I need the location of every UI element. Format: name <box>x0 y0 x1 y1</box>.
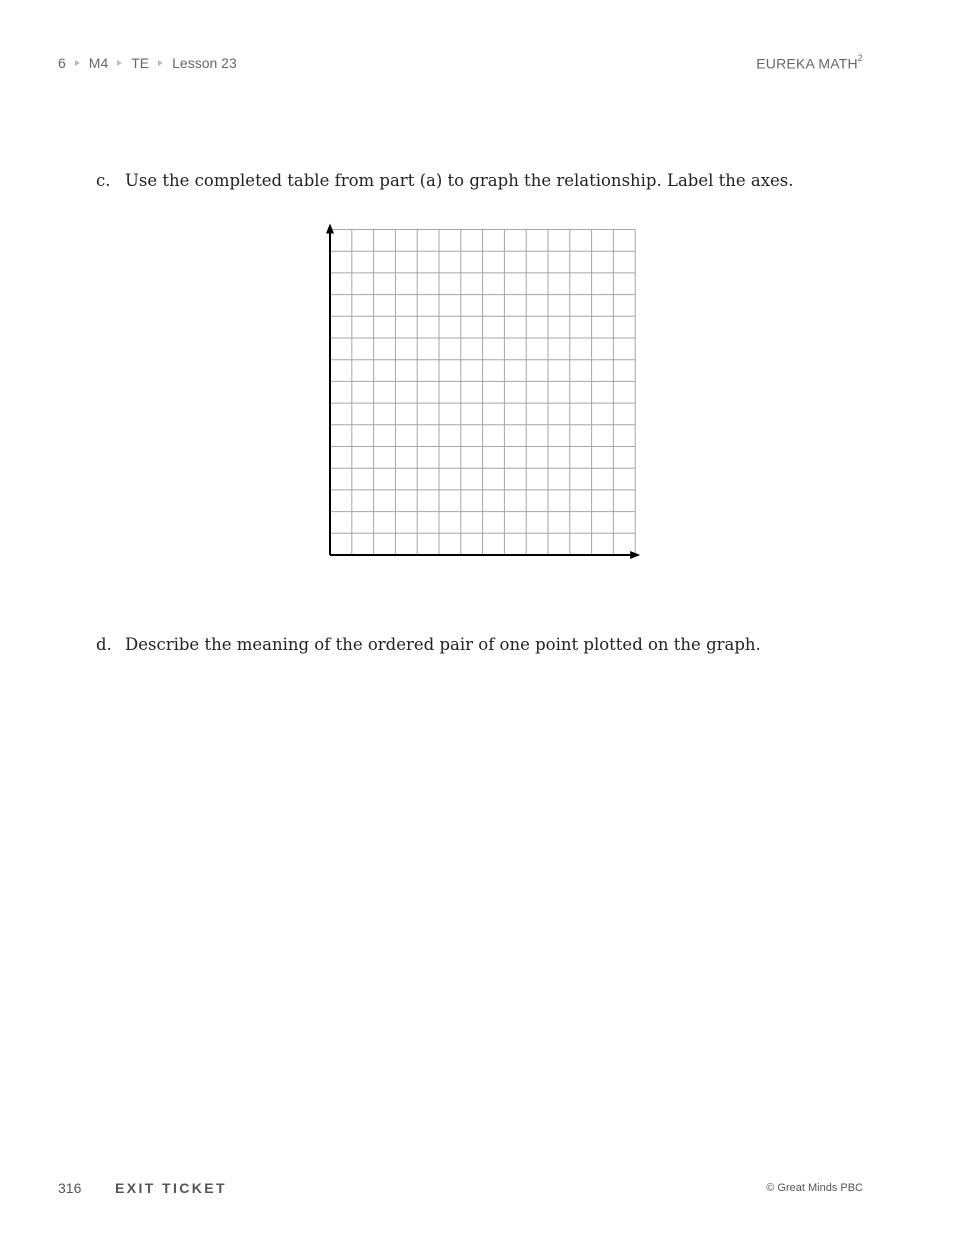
question-d <box>96 635 761 654</box>
page-footer <box>58 1180 863 1200</box>
breadcrumb-separator-icon <box>158 60 163 66</box>
breadcrumb-lesson: Lesson 23 <box>172 55 237 71</box>
coordinate-grid <box>318 222 648 567</box>
section-label: EXIT TICKET <box>115 1180 227 1196</box>
question-letter: c. <box>96 171 111 190</box>
y-axis-arrow-icon <box>326 224 334 234</box>
breadcrumb-edition: TE <box>131 55 150 71</box>
breadcrumb-separator-icon <box>75 60 80 66</box>
breadcrumb-module: M4 <box>88 55 109 71</box>
question-text: Use the completed table from part (a) to graph the relationship. Label the axes. <box>125 171 794 190</box>
brand-superscript: 2 <box>857 53 863 63</box>
question-letter: d. <box>96 635 112 654</box>
brand-title <box>756 55 863 72</box>
page-number: 316 <box>58 1180 82 1196</box>
breadcrumb-separator-icon <box>117 60 122 66</box>
copyright: © Great Minds PBC <box>766 1182 863 1194</box>
question-text: Describe the meaning of the ordered pair of one point plotted on the graph. <box>125 635 761 654</box>
graph-area <box>318 222 648 567</box>
page-header <box>58 55 863 75</box>
question-c <box>96 171 794 190</box>
breadcrumb-grade: 6 <box>58 55 66 71</box>
brand-name: EUREKA MATH <box>756 55 858 72</box>
breadcrumb <box>58 55 237 71</box>
